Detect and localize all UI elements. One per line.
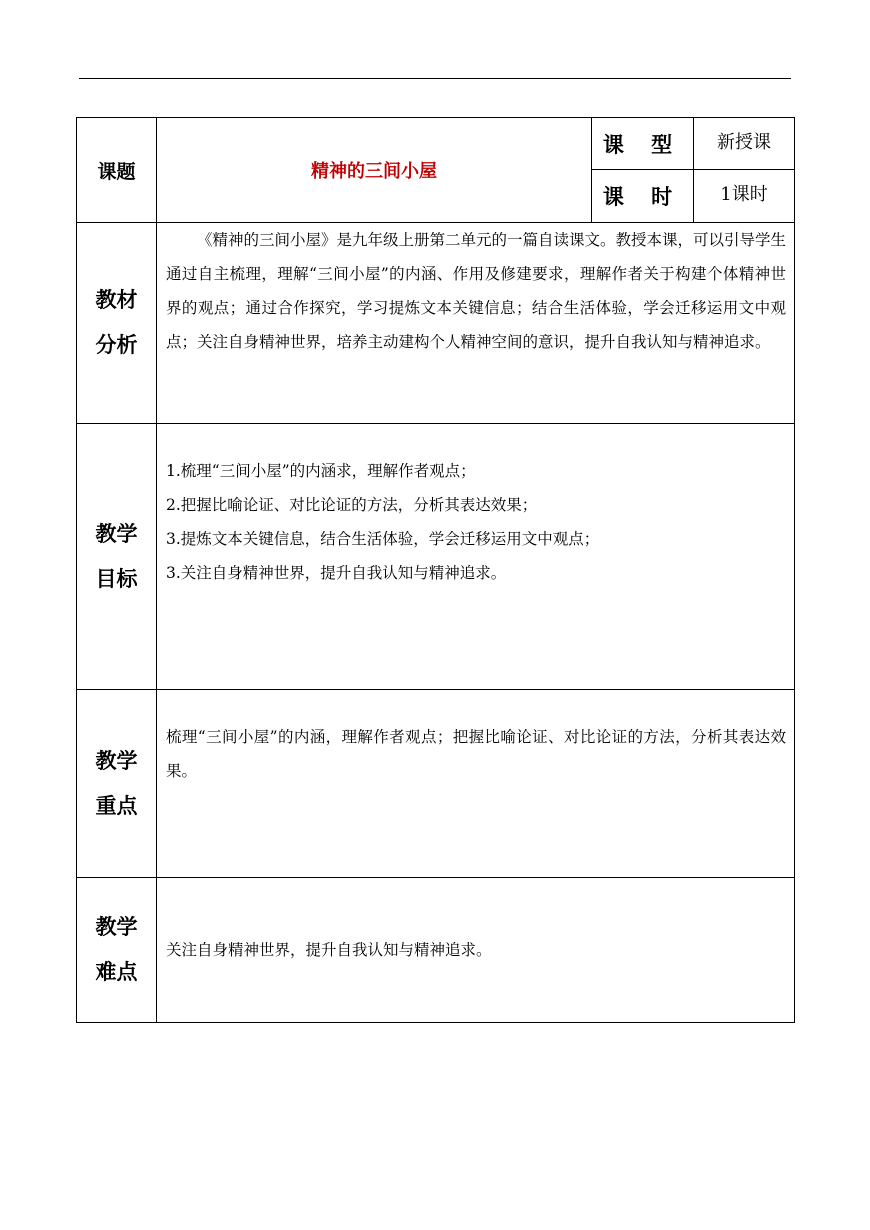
type-label-cell [592, 118, 694, 170]
key-points-label-line2: 重点 [95, 793, 138, 818]
objectives-label-cell [77, 424, 157, 690]
key-points-content-cell [157, 690, 795, 878]
title-label-cell [77, 118, 157, 223]
periods-label-cell [592, 170, 694, 223]
lesson-plan-table [76, 117, 795, 1023]
key-points-text: 梳理“三间小屋”的内涵，理解作者观点；把握比喻论证、对比论证的方法，分析其表达效果。 [166, 728, 786, 780]
type-label: 课 型 [602, 132, 683, 157]
periods-value-cell [694, 170, 795, 223]
key-points-label-cell [77, 690, 157, 878]
difficulties-label-cell [77, 878, 157, 1023]
difficulties-content-cell [157, 878, 795, 1023]
periods-label: 课 时 [602, 185, 683, 209]
analysis-content-cell [157, 223, 795, 424]
objective-item: 1.梳理“三间小屋”的内涵求，理解作者观点； [166, 462, 476, 480]
type-value: 新授课 [717, 132, 771, 153]
objectives-label-line2: 目标 [95, 566, 138, 591]
objective-item: 3.关注自身精神世界，提升自我认知与精神追求。 [166, 564, 507, 582]
objective-item: 3.提炼文本关键信息，结合生活体验，学会迁移运用文中观点； [166, 530, 600, 548]
analysis-label-line2: 分析 [95, 333, 138, 357]
analysis-label-cell [77, 223, 157, 424]
objectives-label-line1: 教学 [95, 521, 138, 546]
lesson-title: 精神的三间小屋 [311, 161, 437, 182]
difficulties-label-line2: 难点 [95, 960, 138, 984]
header-rule [79, 78, 791, 79]
objectives-content-cell [157, 424, 795, 690]
difficulties-text: 关注自身精神世界，提升自我认知与精神追求。 [166, 941, 492, 959]
periods-value: 1课时 [720, 184, 768, 205]
analysis-label-line1: 教材 [95, 288, 138, 312]
lesson-title-cell [157, 118, 592, 223]
type-value-cell [694, 118, 795, 170]
analysis-text: 《精神的三间小屋》是九年级上册第二单元的一篇自读课文。教授本课，可以引导学生通过自主梳理，理解“三间小屋”的内涵、作用及修建要求，理解作者关于构建个体精神世界的观点；通过合作探究，学习提炼文本关键信息；结合生活体验，学会迁移运用文中观点；关注自身精神世界，培养主动建构个人精神空间的意识，提升自我认知与精神追求。 [166, 231, 787, 351]
difficulties-label-line1: 教学 [95, 915, 138, 939]
objective-item: 2.把握比喻论证、对比论证的方法，分析其表达效果； [166, 496, 538, 514]
title-label: 课题 [97, 160, 136, 183]
key-points-label-line1: 教学 [95, 748, 138, 773]
